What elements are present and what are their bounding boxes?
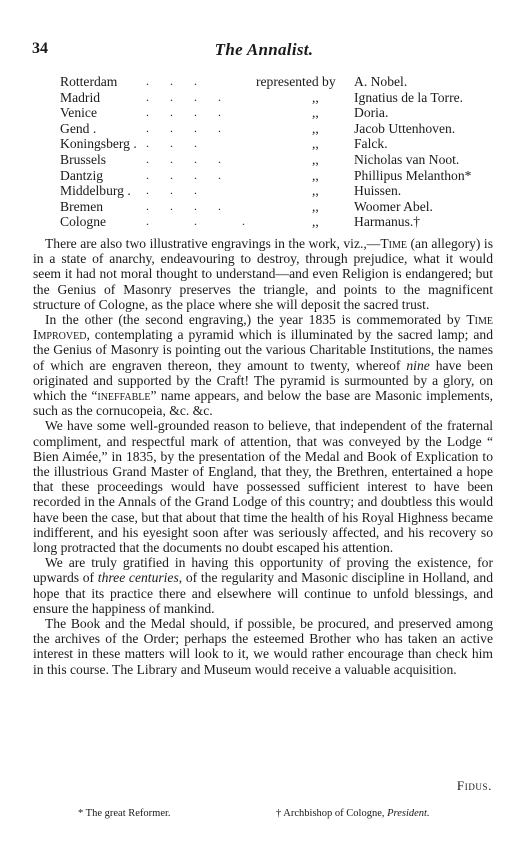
city-name: Bremen xyxy=(60,198,104,214)
leader-dots: ... xyxy=(146,136,218,151)
city-name: Brussels xyxy=(60,151,107,167)
city-name: Dantzig xyxy=(60,167,104,183)
represented-by-label: represented by xyxy=(256,74,336,89)
representative-name: Woomer Abel. xyxy=(354,198,433,214)
representative-name: Ignatius de la Torre. xyxy=(354,89,464,105)
city-name: Madrid xyxy=(60,89,101,105)
ditto-mark: ,, xyxy=(312,136,319,152)
leader-dots: .... xyxy=(146,89,242,104)
representative-row xyxy=(60,214,500,230)
ditto-mark: ,, xyxy=(312,89,319,105)
running-title: The Annalist. xyxy=(214,40,314,59)
representative-row xyxy=(60,121,500,137)
signature: Fidus. xyxy=(456,778,492,793)
city-name: Rotterdam xyxy=(60,74,118,89)
representative-name: Doria. xyxy=(354,105,389,121)
ditto-mark: ,, xyxy=(312,183,319,199)
representative-row xyxy=(60,74,500,90)
leader-dots: ... xyxy=(146,183,218,198)
page-header xyxy=(32,40,496,62)
footnote-reformer: * The great Reformer. xyxy=(78,808,171,819)
ditto-mark: ,, xyxy=(312,120,319,136)
leader-dots: .... xyxy=(146,198,242,213)
page-number: 34 xyxy=(32,40,48,57)
paragraph: In the other (the second engraving,) the year 1835 is commemorated by Time Improved, contemplating a pyramid which is illuminated by the sacred lamp; and the Genius of Masonry is pointing out the various Charitable Institutions, the names of which are engraven thereon, they amount to twenty, whereof nine have been originated and supported by the Craft! The pyramid is surmounted by a glory, on which the “ineffable” name appears, and below the base are Masonic implements, such as the cornucopeia, &c. &c. xyxy=(33,312,494,419)
leader-dots: .... xyxy=(146,120,242,135)
representative-name: Falck. xyxy=(354,136,388,152)
ditto-mark: ,, xyxy=(312,105,319,121)
leader-dots: . . . xyxy=(146,214,266,229)
representative-row xyxy=(60,168,500,184)
leader-dots: .... xyxy=(146,167,242,182)
representative-row xyxy=(60,199,500,215)
representative-row xyxy=(60,136,500,152)
representative-row xyxy=(60,152,500,168)
ditto-mark: ,, xyxy=(312,167,319,183)
leader-dots: .... xyxy=(146,151,242,166)
city-name: Middelburg . xyxy=(60,183,131,199)
ditto-mark: ,, xyxy=(312,214,319,230)
leader-dots: ... xyxy=(146,74,218,88)
ditto-mark: ,, xyxy=(312,151,319,167)
paragraph: We have some well-grounded reason to believe, that independent of the fraternal compliment, and respectful mark of attention, that was conveyed by the Lodge “ Bien Aimée,” in 1835, by the presentation of the Medal and Book of Explication to the illustrious Grand Master of England, that they, the Brethren, entertained a hope that these proceedings would have possessed sufficient interest to have been recorded in the Annals of the Grand Lodge of this country; and doubtless this would have been the case, but that about that time the health of his Royal Highness became indifferent, and his eyesight soon after was seriously affected, and his recovery so long protracted that the documents no doubt escaped his attention. xyxy=(33,418,493,556)
representative-name: A. Nobel. xyxy=(354,74,408,89)
city-name: Cologne xyxy=(60,214,107,230)
paragraph: The Book and the Medal should, if possible, be procured, and preserved among the archives of the Order; perhaps the esteemed Brother who has taken an active interest in these matters will look to it, we would rather encourage than check him in this course. The Library and Museum would receive a valuable acquisition. xyxy=(33,616,493,677)
representative-name: Nicholas van Noot. xyxy=(354,151,460,167)
representative-row xyxy=(60,105,500,121)
representative-row xyxy=(60,183,500,199)
representative-name: Jacob Uttenhoven. xyxy=(354,120,456,136)
city-name: Venice xyxy=(60,105,97,121)
representative-name: Phillipus Melanthon* xyxy=(354,167,472,183)
representative-name: Harmanus.† xyxy=(354,214,421,230)
city-name: Gend . xyxy=(60,120,97,136)
leader-dots: .... xyxy=(146,105,242,120)
representative-row xyxy=(60,90,500,106)
city-name: Koningsberg . xyxy=(60,136,137,152)
paragraph: There are also two illustrative engravings in the work, viz.,—Time (an allegory) is in a state of anarchy, endeavouring to destroy, through prejudice, what it would seem it had not moral thought to understand—and even Religion is endangered; but the Genius of Masonry preserves the triangle, and points to the magnificent structure of Cologne, as the place where she will deposit the sacred trust. xyxy=(33,236,494,312)
paragraph: We are truly gratified in having this opportunity of proving the existence, for upwards of three centuries, of the regularity and Masonic discipline in Holland, and hope that its practice there and elsewhere will continue to unfold blessings, and ensure the happiness of mankind. xyxy=(33,555,493,616)
representatives-list xyxy=(60,74,500,230)
body-text xyxy=(33,236,493,677)
footnote-archbishop: † Archbishop of Cologne, President. xyxy=(276,808,430,819)
representative-name: Huissen. xyxy=(354,183,402,199)
ditto-mark: ,, xyxy=(312,198,319,214)
